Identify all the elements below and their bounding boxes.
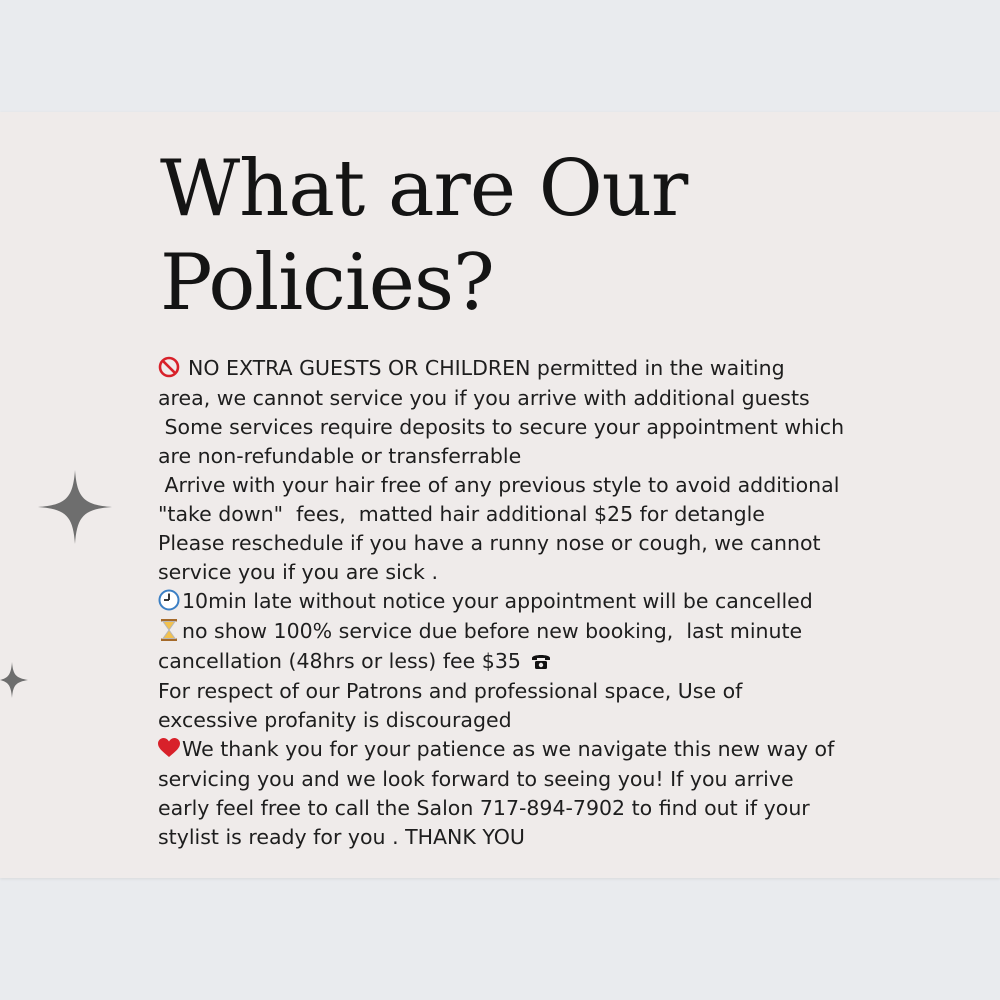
- policy-line: [158, 354, 958, 384]
- policy-line: Some services require deposits to secure your appointment which: [158, 415, 845, 439]
- policy-line: servicing you and we look forward to seeing you! If you arrive: [158, 767, 794, 791]
- policy-list: [158, 354, 958, 852]
- sparkle-icon: [38, 470, 112, 544]
- policy-text: We thank you for your patience as we navigate this new way of: [182, 737, 835, 761]
- policy-line: early feel free to call the Salon 717-894-7902 to find out if your: [158, 796, 810, 820]
- title-line-1: What are Our: [160, 144, 688, 234]
- policy-line: [158, 735, 958, 765]
- policy-line: [158, 647, 958, 677]
- policy-line: Arrive with your hair free of any previous style to avoid additional: [158, 473, 840, 497]
- policy-line: area, we cannot service you if you arrive with additional guests: [158, 386, 810, 410]
- policy-line: [158, 587, 958, 617]
- policy-text: no show 100% service due before new booking, last minute: [182, 619, 803, 643]
- policy-line: excessive profanity is discouraged: [158, 708, 512, 732]
- no-entry-icon: [158, 355, 180, 384]
- hourglass-icon: [158, 618, 180, 647]
- policy-text: 10min late without notice your appointment will be cancelled: [182, 589, 813, 613]
- policy-line: "take down" fees, matted hair additional $25 for detangle: [158, 502, 765, 526]
- policy-line: stylist is ready for you . THANK YOU: [158, 825, 525, 849]
- heart-icon: [158, 736, 180, 765]
- policy-line: are non-refundable or transferrable: [158, 444, 522, 468]
- title-line-2: Policies?: [160, 238, 494, 328]
- telephone-icon: [531, 648, 551, 677]
- policy-line: Please reschedule if you have a runny nose or cough, we cannot: [158, 531, 821, 555]
- sparkle-icon: [0, 662, 28, 698]
- clock-icon: [158, 588, 180, 617]
- policy-text: NO EXTRA GUESTS OR CHILDREN permitted in the waiting: [188, 356, 785, 380]
- policies-card: [0, 112, 1000, 878]
- page-title: [160, 142, 687, 330]
- policy-line: service you if you are sick .: [158, 560, 438, 584]
- policy-line: [158, 617, 958, 647]
- policy-line: For respect of our Patrons and professional space, Use of: [158, 679, 743, 703]
- policy-text: cancellation (48hrs or less) fee $35: [158, 649, 521, 673]
